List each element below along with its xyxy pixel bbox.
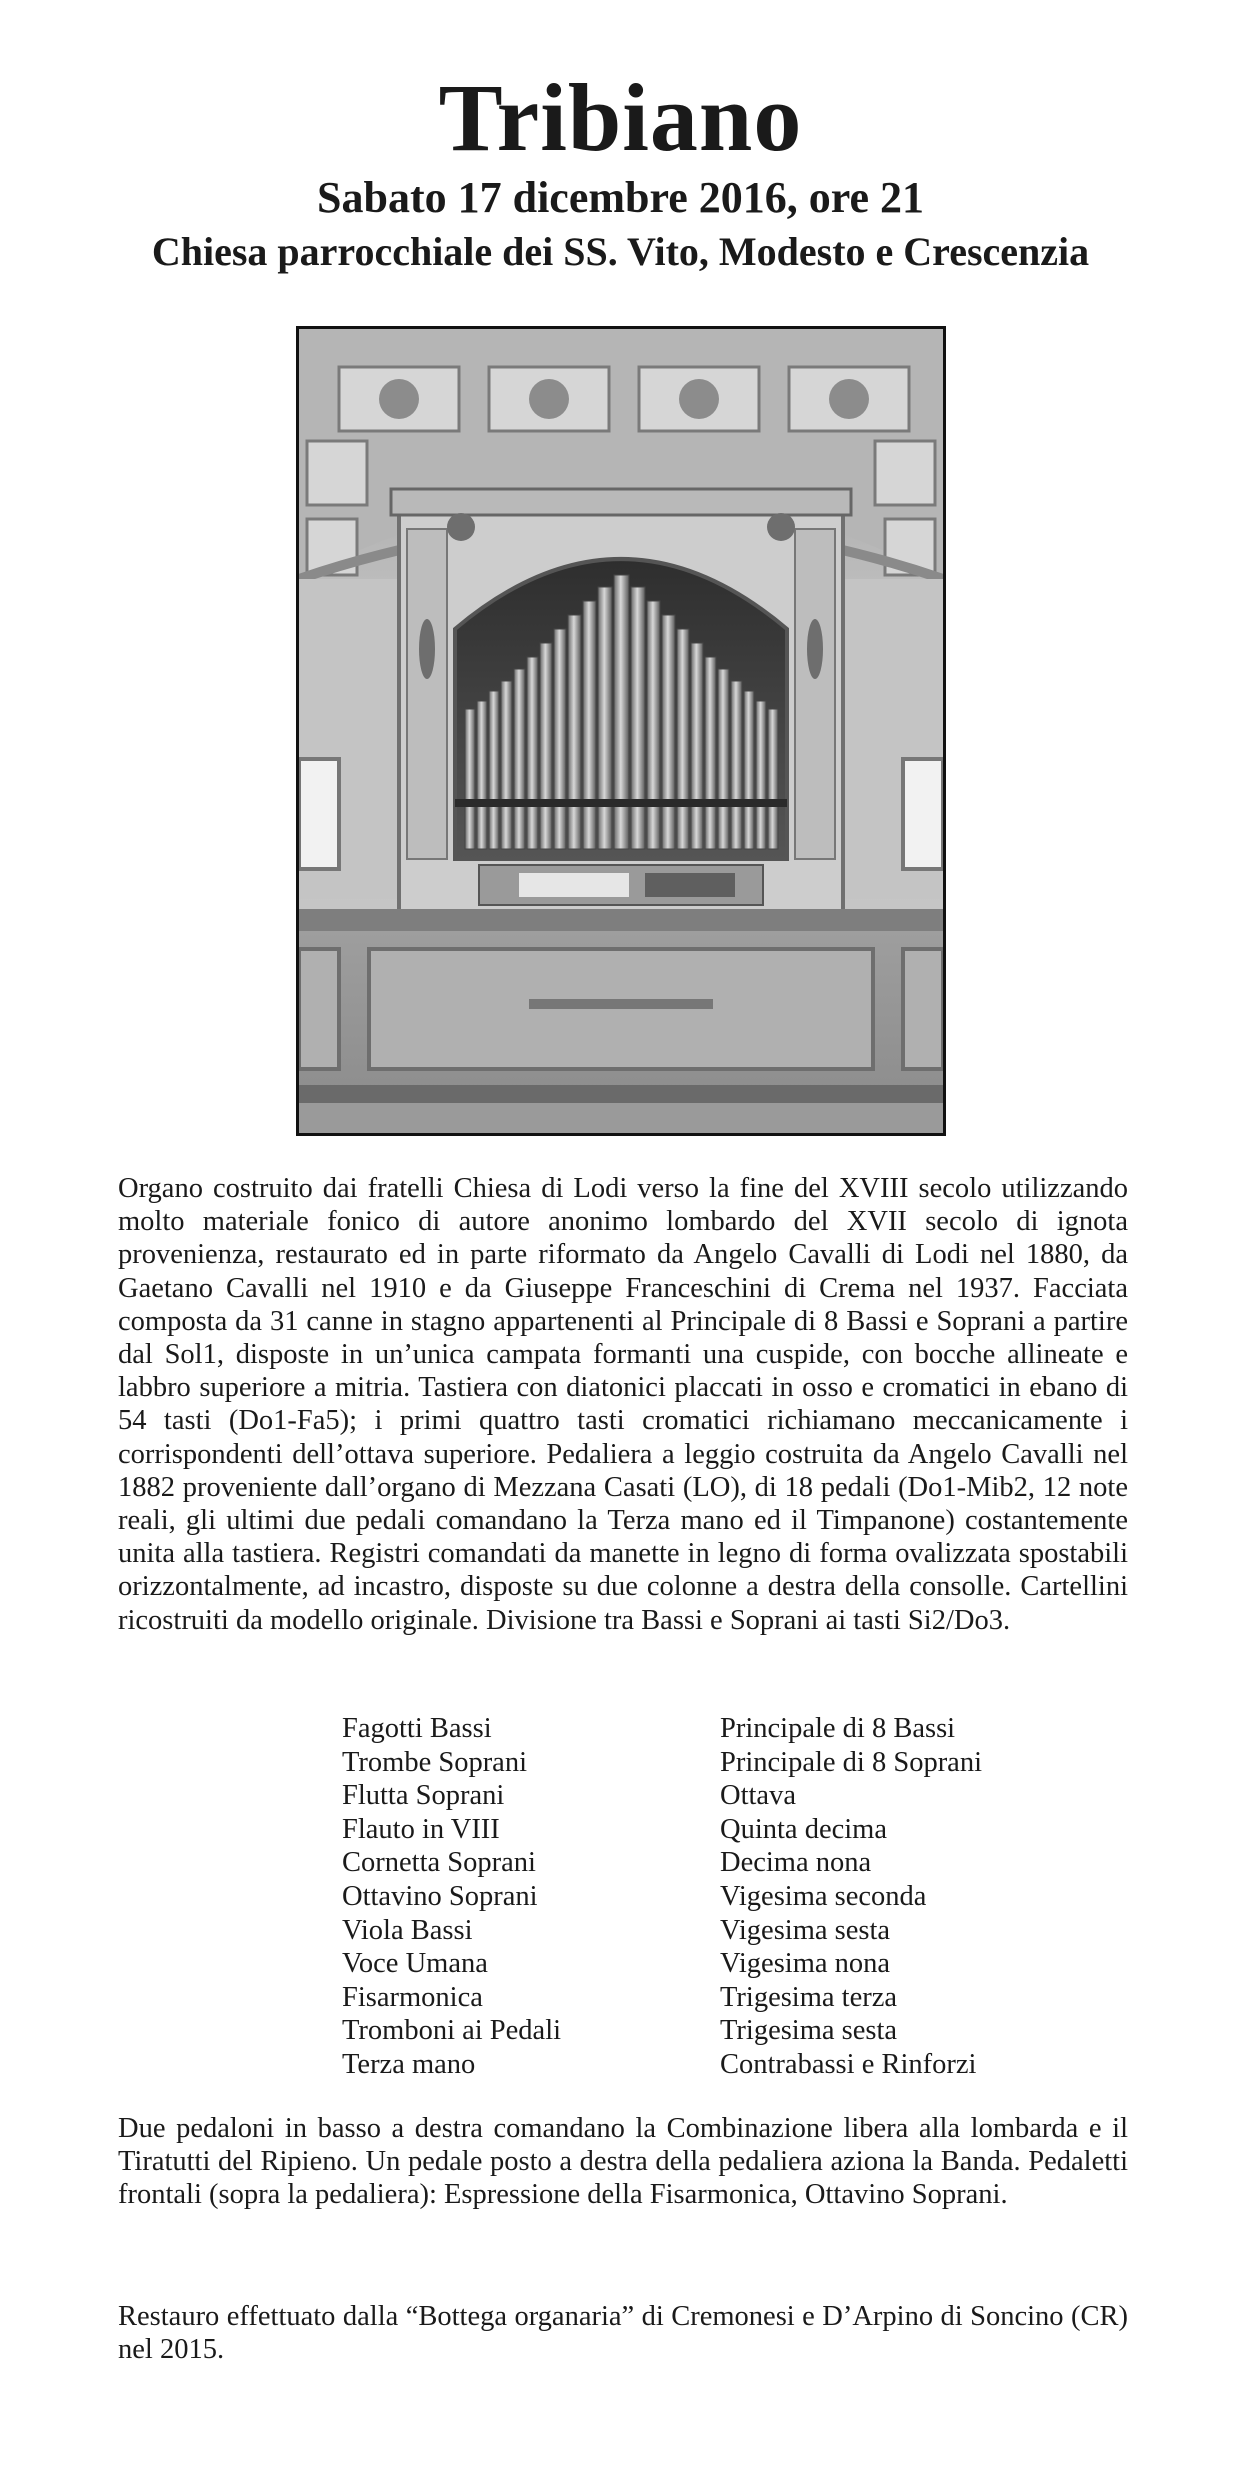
stop-item: Voce Umana — [342, 1948, 488, 1980]
stop-item: Viola Bassi — [342, 1914, 473, 1946]
stop-item: Principale di 8 Soprani — [720, 1746, 982, 1778]
stop-item: Decima nona — [720, 1847, 872, 1879]
stop-list-left — [342, 1712, 561, 2082]
pedals-description: Due pedaloni in basso a destra comandano la Combinazione libera alla lombarda e il Tiratutti del Ripieno. Un pedale posto a destra della pedaliera aziona la Banda. Pedaletti frontali (sopra la pedaliera): Espressione della Fisarmonica, Ottavino Soprani. — [118, 2113, 1128, 2211]
stop-item: Vigesima nona — [720, 1948, 891, 1980]
stop-item: Cornetta Soprani — [342, 1847, 536, 1879]
stop-item: Ottava — [720, 1780, 796, 1812]
stop-list-right — [720, 1712, 982, 2082]
stop-item: Vigesima sesta — [720, 1914, 891, 1946]
stop-item: Vigesima seconda — [720, 1880, 927, 1912]
stop-item: Trigesima terza — [720, 1981, 898, 2013]
stop-item: Flauto in VIII — [342, 1813, 500, 1845]
organ-photo — [296, 326, 946, 1136]
stop-item: Ottavino Soprani — [342, 1880, 538, 1912]
stop-item: Terza mano — [342, 2048, 476, 2080]
stop-item: Principale di 8 Bassi — [720, 1713, 956, 1744]
stop-item: Tromboni ai Pedali — [342, 2015, 562, 2047]
stop-item: Trombe Soprani — [342, 1746, 527, 1778]
stop-item: Fisarmonica — [342, 1981, 483, 2013]
restoration-note: Restauro effettuato dalla “Bottega organaria” di Cremonesi e D’Arpino di Soncino (CR) nel 2015. — [118, 2301, 1128, 2366]
concert-date: Sabato 17 dicembre 2016, ore 21 — [317, 173, 924, 222]
page-title: Tribiano — [438, 64, 803, 171]
organ-photo-illustration — [299, 329, 943, 1133]
stop-item: Trigesima sesta — [720, 2015, 898, 2047]
stop-item: Flutta Soprani — [342, 1780, 505, 1812]
venue-name: Chiesa parrocchiale dei SS. Vito, Modesto e Crescenzia — [151, 229, 1090, 274]
stop-item: Fagotti Bassi — [342, 1713, 492, 1744]
organ-description: Organo costruito dai fratelli Chiesa di Lodi verso la fine del XVIII secolo utilizzando molto materiale fonico di autore anonimo lombardo del XVII secolo di ignota provenienza, restaurato ed in parte riformato da Angelo Cavalli di Lodi nel 1880, da Gaetano Cavalli nel 1910 e da Giuseppe Franceschini di Crema nel 1937. Facciata composta da 31 canne in stagno appartenenti al Principale di 8 Bassi e Soprani a partire dal Sol1, disposte in un’unica campata formanti una cuspide, con bocche allineate e labbro superiore a mitria. Tastiera con diatonici placcati in osso e cromatici in ebano di 54 tasti (Do1-Fa5); i primi quattro tasti cromatici richiamano meccanicamente i corrispondenti dell’ottava superiore. Pedaliera a leggio costruita da Angelo Cavalli nel 1882 proveniente dall’organo di Mezzana Casati (LO), di 18 pedali (Do1-Mib2, 12 note reali, gli ultimi due pedali comandano la Terza mano ed il Timpanone) costantemente unita alla tastiera. Registri comandati da manette in legno di forma ovalizzata spostabili orizzontalmente, ad incastro, disposte su due colonne a destra della consolle. Cartellini ricostruiti da modello originale. Divisione tra Bassi e Soprani ai tasti Si2/Do3. — [118, 1173, 1128, 1636]
stop-item: Quinta decima — [720, 1813, 887, 1845]
stop-item: Contrabassi e Rinforzi — [720, 2048, 977, 2080]
